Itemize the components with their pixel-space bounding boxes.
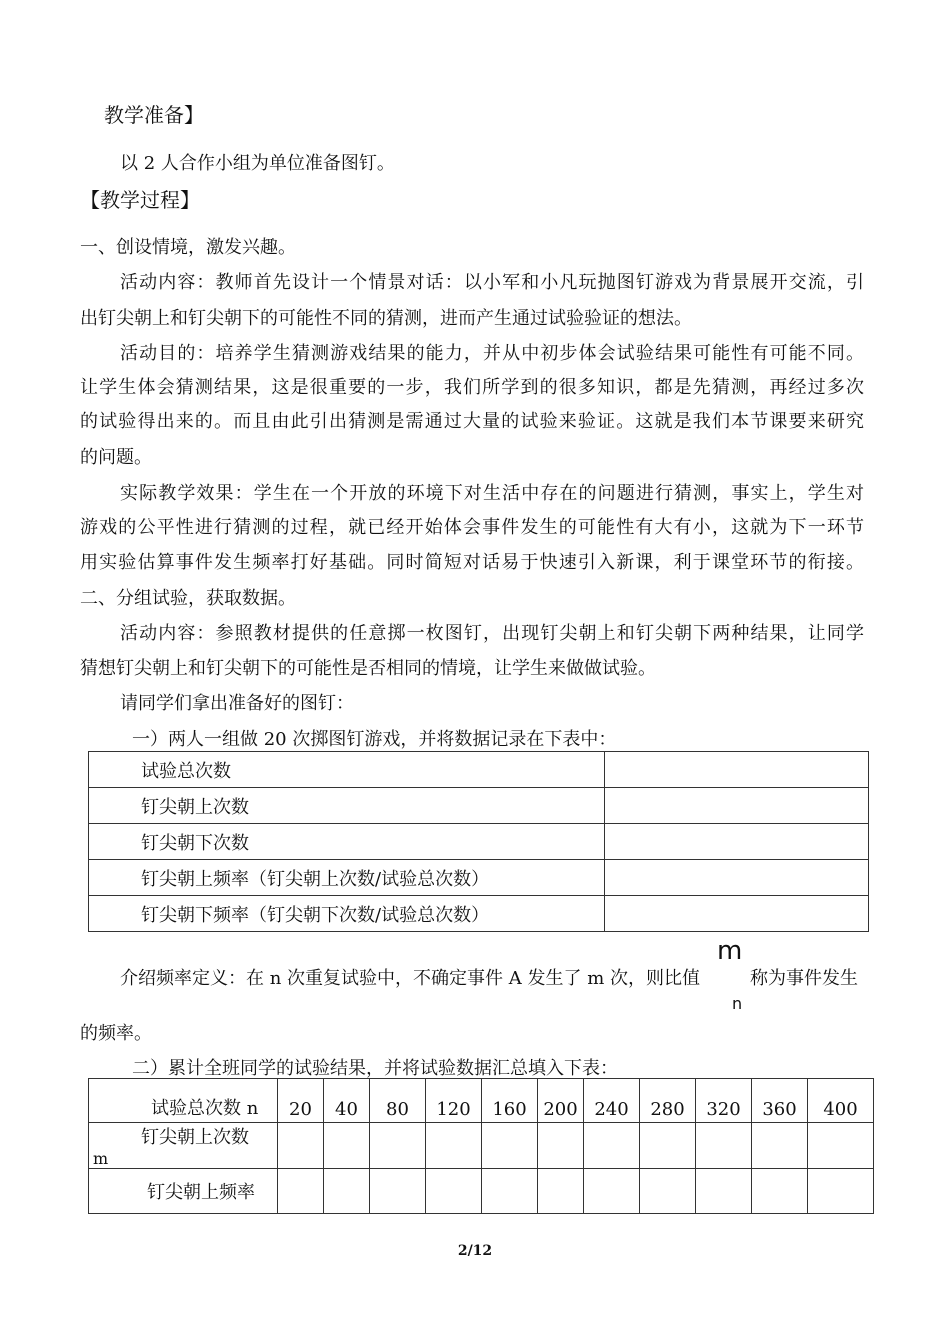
trial-count-cell: 360 bbox=[752, 1079, 808, 1123]
step1-para3-line: 游戏的公平性进行猜测的过程，就已经开始体会事件发生的可能性有大有小，这就为下一环节 bbox=[80, 517, 864, 538]
definition-text-tail: 的频率。 bbox=[80, 1023, 152, 1044]
empty-cell bbox=[605, 824, 869, 860]
trial-count-cell: 20 bbox=[278, 1079, 324, 1123]
fraction-denominator: n bbox=[732, 994, 743, 1013]
empty-cell bbox=[605, 788, 869, 824]
step1-para3-line: 实际教学效果：学生在一个开放的环境下对生活中存在的问题进行猜测，事实上，学生对 bbox=[120, 483, 864, 504]
table-row bbox=[89, 752, 869, 788]
task1-text: 一）两人一组做 20 次掷图钉游戏，并将数据记录在下表中： bbox=[132, 729, 617, 750]
row-label-main: 钉尖朝上次数 bbox=[141, 1127, 249, 1148]
row-label: 钉尖朝上频率（钉尖朝上次数/试验总次数） bbox=[89, 860, 605, 896]
empty-cell bbox=[640, 1123, 696, 1169]
table-row bbox=[89, 1169, 874, 1214]
empty-cell bbox=[808, 1169, 874, 1214]
empty-cell bbox=[584, 1169, 640, 1214]
table-row bbox=[89, 824, 869, 860]
empty-cell bbox=[482, 1169, 538, 1214]
step1-para3-line: 用实验估算事件发生频率打好基础。同时简短对话易于快速引入新课，利于课堂环节的衔接。 bbox=[80, 552, 864, 573]
empty-cell bbox=[426, 1169, 482, 1214]
table-row bbox=[89, 1123, 874, 1169]
class-summary-table bbox=[88, 1078, 874, 1214]
empty-cell bbox=[605, 860, 869, 896]
row-label-symbol: m bbox=[93, 1149, 109, 1168]
definition-text-end: 称为事件发生 bbox=[750, 968, 858, 989]
row-label: 试验总次数 bbox=[89, 752, 605, 788]
step2-title: 二、分组试验，获取数据。 bbox=[80, 588, 296, 609]
empty-cell bbox=[426, 1123, 482, 1169]
record-table-small bbox=[88, 751, 869, 932]
trial-count-cell: 120 bbox=[426, 1079, 482, 1123]
trial-count-cell: 160 bbox=[482, 1079, 538, 1123]
trial-count-cell: 200 bbox=[538, 1079, 584, 1123]
prep-text: 以 2 人合作小组为单位准备图钉。 bbox=[120, 153, 395, 174]
prep-heading: 教学准备】 bbox=[104, 103, 204, 127]
trial-count-cell: 240 bbox=[584, 1079, 640, 1123]
empty-cell bbox=[278, 1169, 324, 1214]
step1-para2-line: 让学生体会猜测结果，这是很重要的一步，我们所学到的很多知识，都是先猜测，再经过多次 bbox=[80, 377, 864, 398]
trial-count-cell: 80 bbox=[370, 1079, 426, 1123]
task2-text: 二）累计全班同学的试验结果，并将试验数据汇总填入下表： bbox=[132, 1058, 618, 1079]
step1-para1-line: 出钉尖朝上和钉尖朝下的可能性不同的猜测，进而产生通过试验验证的想法。 bbox=[80, 308, 692, 329]
empty-cell bbox=[370, 1123, 426, 1169]
step2-para1-line: 活动内容：参照教材提供的任意掷一枚图钉，出现钉尖朝上和钉尖朝下两种结果，让同学 bbox=[120, 623, 864, 644]
empty-cell bbox=[752, 1123, 808, 1169]
definition-text: 介绍频率定义：在 n 次重复试验中，不确定事件 A 发生了 m 次，则比值 bbox=[120, 968, 700, 989]
step1-para2-line: 的问题。 bbox=[80, 447, 152, 468]
trial-count-cell: 400 bbox=[808, 1079, 874, 1123]
empty-cell bbox=[538, 1169, 584, 1214]
table-row bbox=[89, 896, 869, 932]
empty-cell bbox=[605, 896, 869, 932]
process-heading: 【教学过程】 bbox=[80, 188, 200, 212]
empty-cell bbox=[752, 1169, 808, 1214]
table-row bbox=[89, 788, 869, 824]
empty-cell bbox=[278, 1123, 324, 1169]
empty-cell bbox=[324, 1123, 370, 1169]
row-label bbox=[89, 1123, 278, 1169]
step2-prompt: 请同学们拿出准备好的图钉： bbox=[120, 693, 354, 714]
empty-cell bbox=[808, 1123, 874, 1169]
empty-cell bbox=[324, 1169, 370, 1214]
table-row bbox=[89, 1079, 874, 1123]
row-label: 钉尖朝下频率（钉尖朝下次数/试验总次数） bbox=[89, 896, 605, 932]
row-label: 钉尖朝上次数 bbox=[89, 788, 605, 824]
empty-cell bbox=[538, 1123, 584, 1169]
empty-cell bbox=[584, 1123, 640, 1169]
step1-title: 一、创设情境，激发兴趣。 bbox=[80, 237, 296, 258]
trial-count-cell: 40 bbox=[324, 1079, 370, 1123]
empty-cell bbox=[482, 1123, 538, 1169]
step1-para2-line: 活动目的：培养学生猜测游戏结果的能力，并从中初步体会试验结果可能性有可能不同。 bbox=[120, 343, 864, 364]
trial-count-cell: 320 bbox=[696, 1079, 752, 1123]
empty-cell bbox=[696, 1169, 752, 1214]
empty-cell bbox=[370, 1169, 426, 1214]
step1-para2-line: 的试验得出来的。而且由此引出猜测是需通过大量的试验来验证。这就是我们本节课要来研究 bbox=[80, 411, 864, 432]
empty-cell bbox=[696, 1123, 752, 1169]
step1-para1-line: 活动内容：教师首先设计一个情景对话：以小军和小凡玩抛图钉游戏为背景展开交流，引 bbox=[120, 272, 864, 293]
row-label: 钉尖朝上频率 bbox=[89, 1169, 278, 1214]
empty-cell bbox=[640, 1169, 696, 1214]
row-label: 钉尖朝下次数 bbox=[89, 824, 605, 860]
fraction-numerator: m bbox=[717, 936, 743, 966]
page-number: 2/12 bbox=[457, 1243, 493, 1259]
table-row bbox=[89, 860, 869, 896]
trial-count-cell: 280 bbox=[640, 1079, 696, 1123]
step2-para1-line: 猜想钉尖朝上和钉尖朝下的可能性是否相同的情境，让学生来做做试验。 bbox=[80, 658, 656, 679]
row-label: 试验总次数 n bbox=[89, 1079, 278, 1123]
empty-cell bbox=[605, 752, 869, 788]
